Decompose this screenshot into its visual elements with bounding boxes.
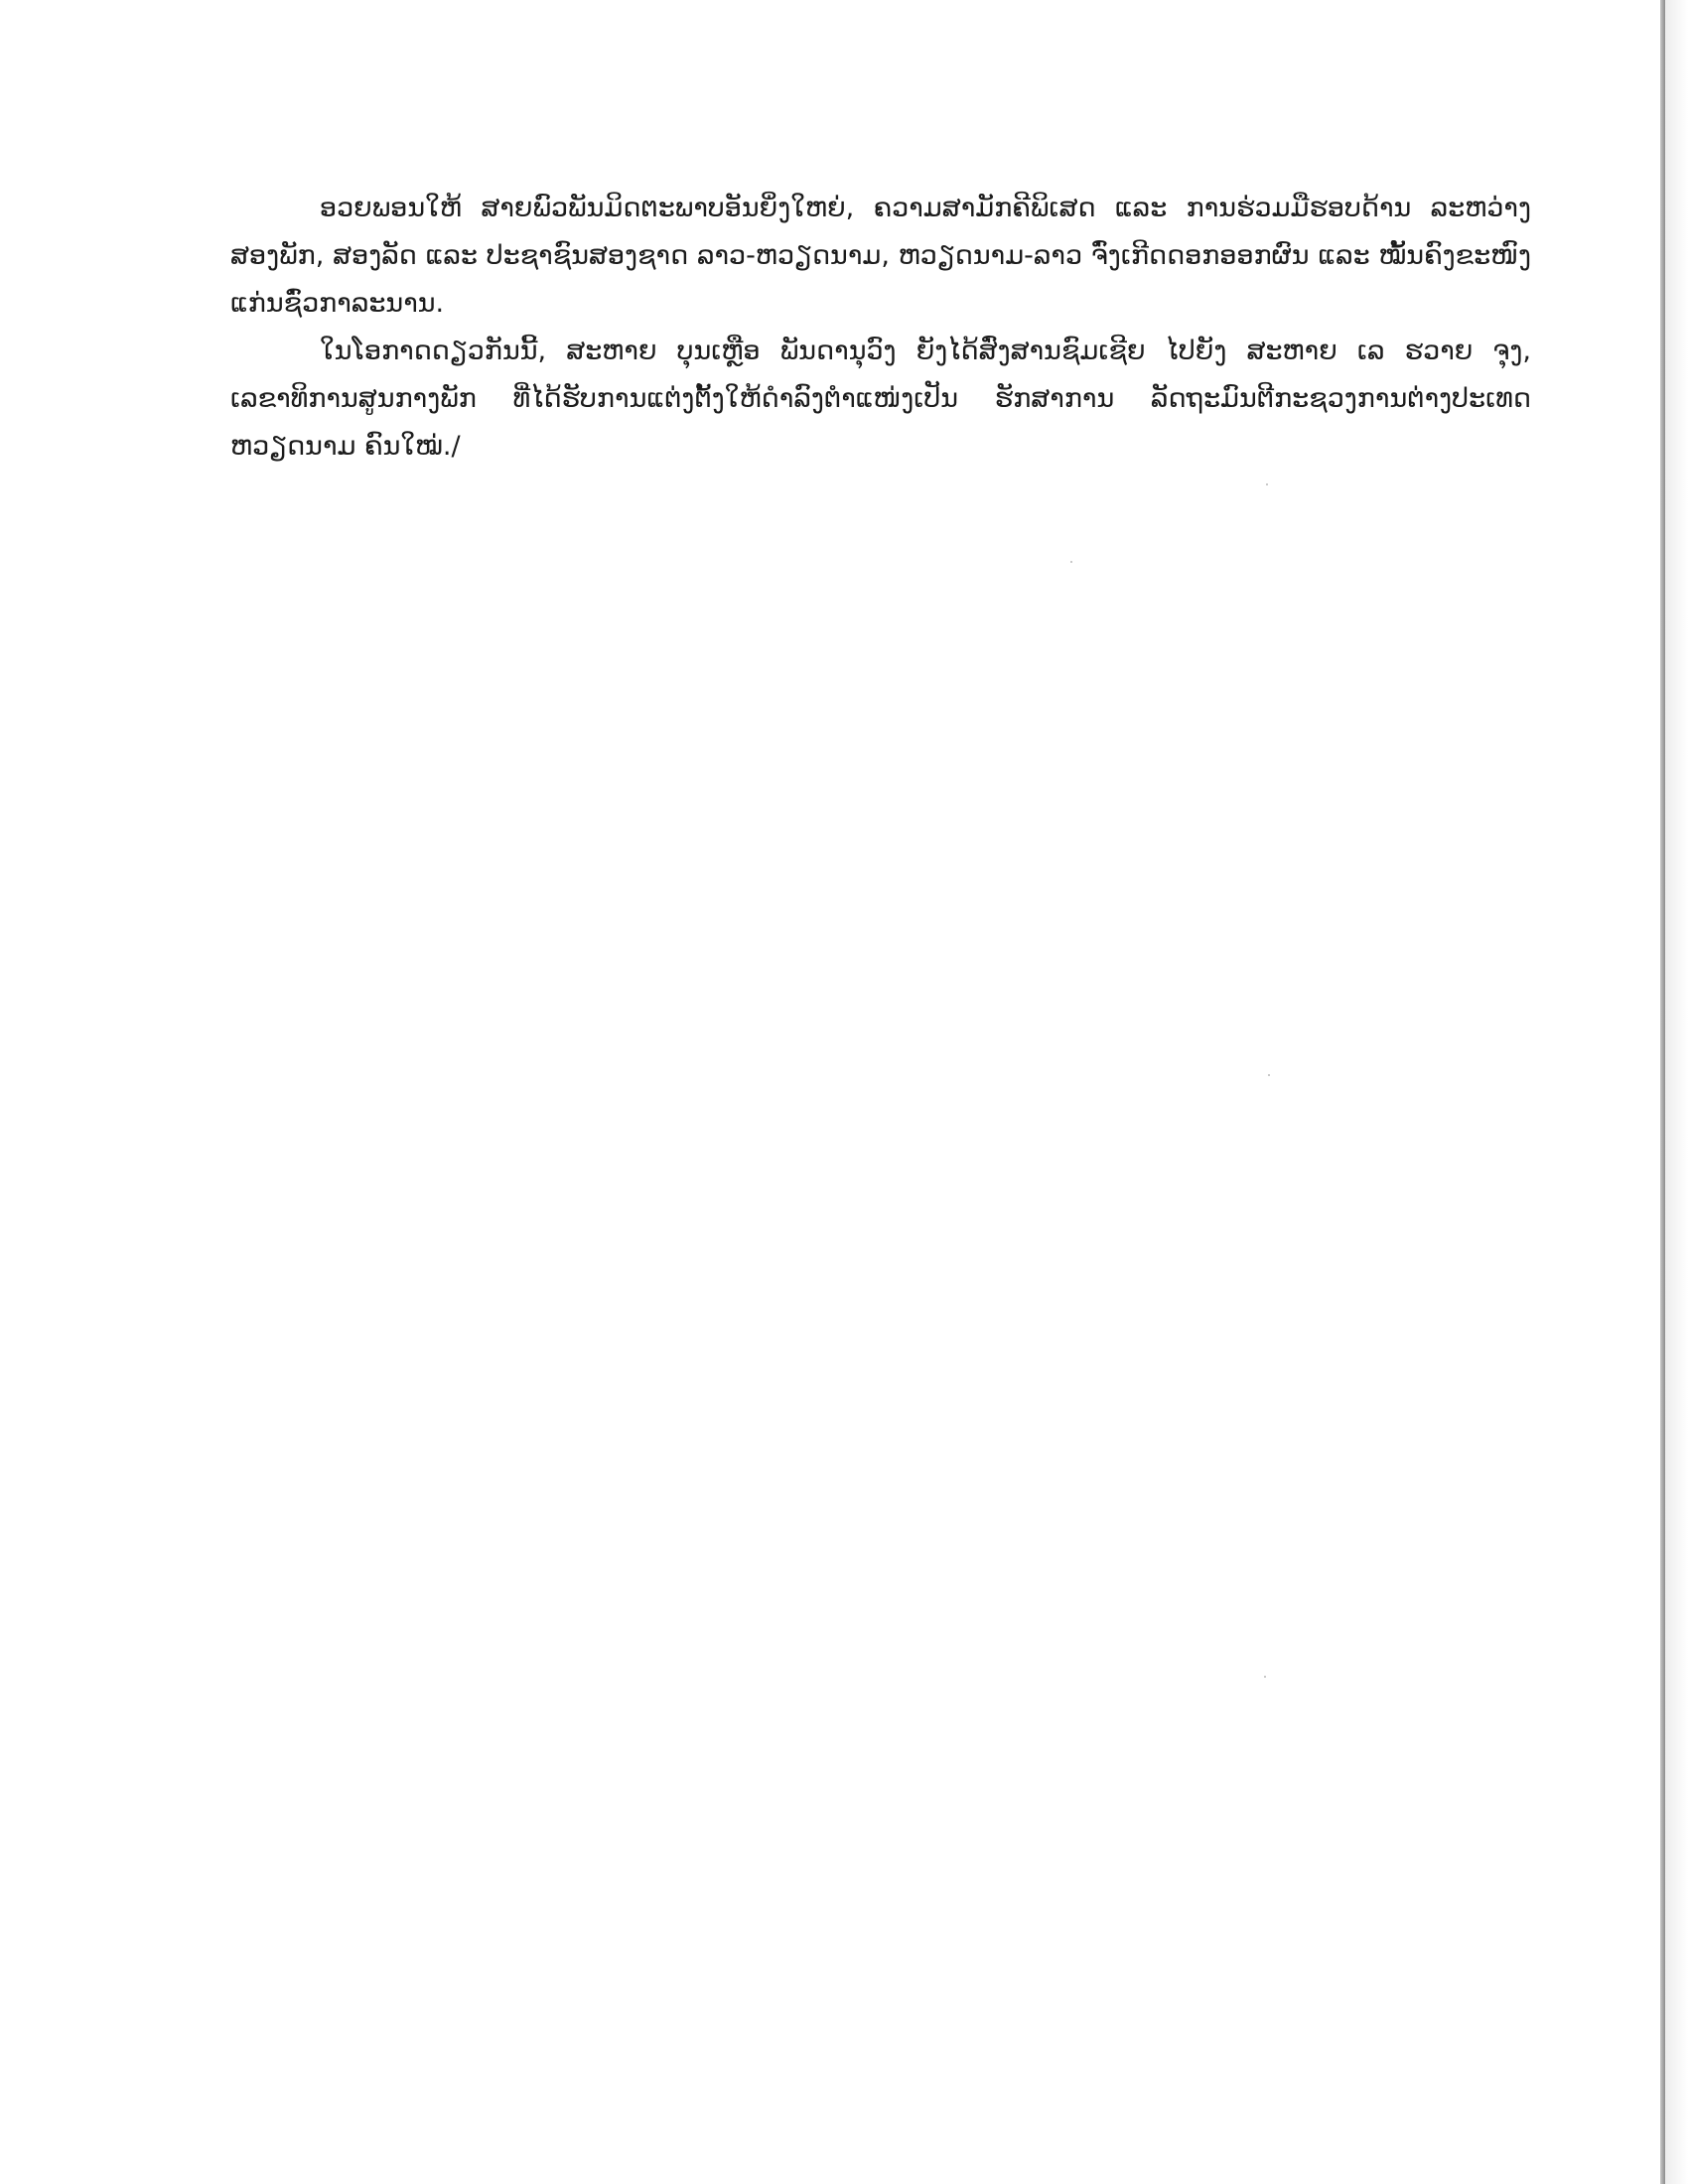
paragraph-2: ໃນໂອກາດດຽວກັນນີ້, ສະຫາຍ ບຸນເຫຼືອ ພັນດານຸວົງ ຍັງໄດ້ສົ່ງສານຊົມເຊີຍ ໄປຍັງ ສະຫາຍ ເລ ຮວາຍ ຈຸງ, ເລຂາທິການສູນກາງພັກ ທີ່ໄດ້ຮັບການແຕ່ງຕັ້ງໃຫ້ດຳລົງຕຳແໜ່ງເປັນ ຮັກສາການ ລັດຖະມົນຕີກະຊວງການຕ່າງປະເທດ ຫວຽດນາມ ຄົນໃໝ່./	[230, 336, 1531, 462]
paragraph-1: ອວຍພອນໃຫ້ ສາຍພົວພັນມິດຕະພາບອັນຍິ່ງໃຫຍ່, ຄວາມສາມັກຄີພິເສດ ແລະ ການຮ່ວມມືຮອບດ້ານ ລະຫວ່າງ ສອງພັກ, ສອງລັດ ແລະ ປະຊາຊົນສອງຊາດ ລາວ-ຫວຽດນາມ, ຫວຽດນາມ-ລາວ ຈົ່ງເກີດດອກອອກຜົນ ແລະ ໝັ້ນຄົງຂະໜົງແກ່ນຊົ່ວກາລະນານ.	[230, 193, 1531, 319]
scan-speck	[1264, 1676, 1266, 1678]
document-body	[230, 185, 1531, 471]
page-edge-shadow	[1665, 0, 1688, 2184]
scan-speck	[1266, 483, 1268, 485]
scan-speck	[1070, 561, 1072, 563]
scan-speck	[1268, 1074, 1270, 1076]
